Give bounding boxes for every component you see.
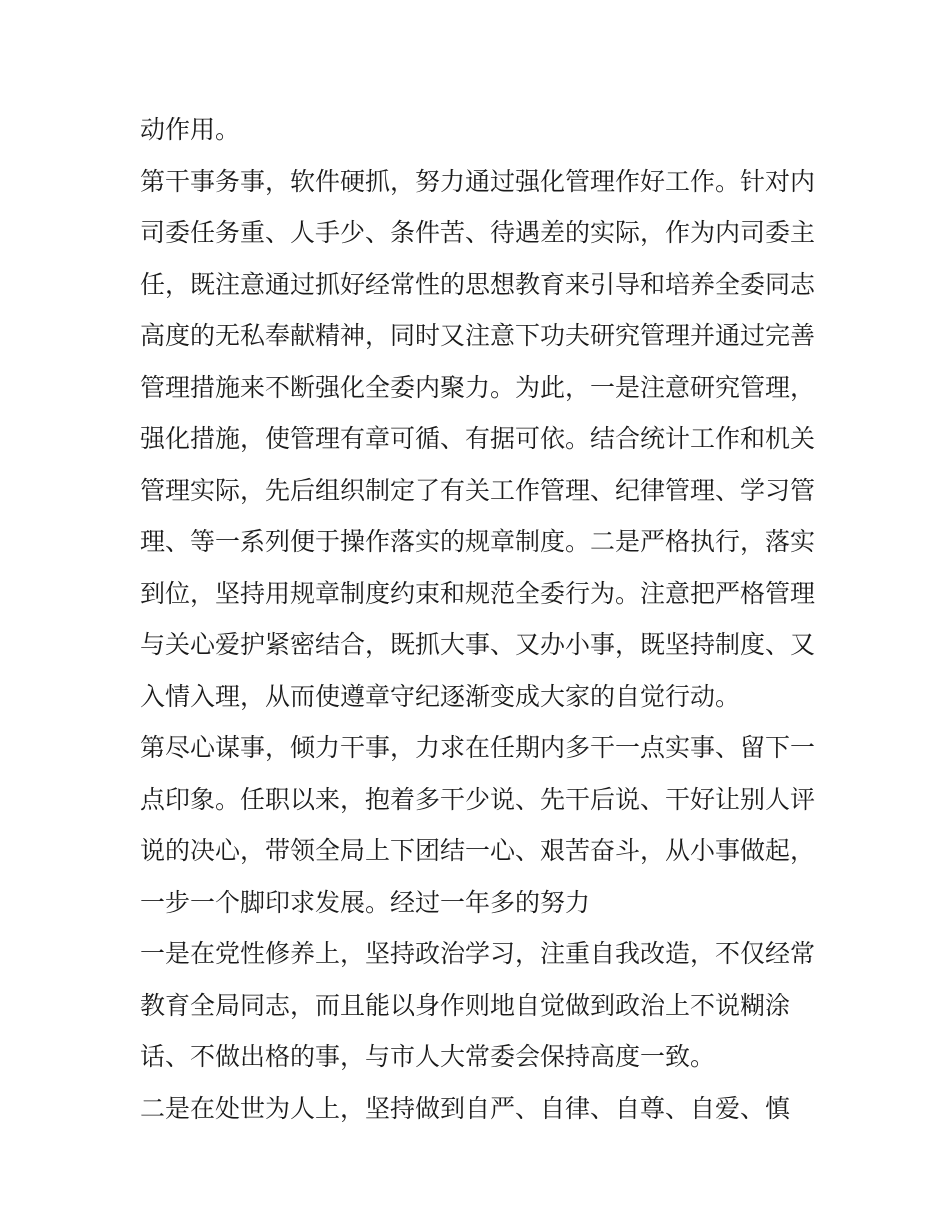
body-text	[140, 104, 840, 1134]
text-line: 管理实际，先后组织制定了有关工作管理、纪律管理、学习管	[140, 475, 816, 505]
text-line: 教育全局同志，而且能以身作则地自觉做到政治上不说糊涂	[140, 990, 791, 1020]
text-line: 入情入理，从而使遵章守纪逐渐变成大家的自觉行动。	[140, 681, 741, 711]
text-line: 一是在党性修养上，坚持政治学习，注重自我改造，不仅经常	[140, 939, 816, 968]
text-line: 高度的无私奉献精神，同时又注意下功夫研究管理并通过完善	[140, 321, 816, 350]
text-line: 点印象。任职以来，抱着多干少说、先干后说、干好让别人评	[140, 784, 816, 814]
text-line: 与关心爱护紧密结合，既抓大事、又办小事，既坚持制度、又	[140, 630, 816, 659]
text-line: 二是在处世为人上，坚持做到自严、自律、自尊、自爱、慎	[140, 1093, 791, 1123]
text-line: 话、不做出格的事，与市人大常委会保持高度一致。	[140, 1042, 716, 1071]
text-line: 动作用。	[140, 115, 241, 144]
text-line: 任，既注意通过抓好经常性的思想教育来引导和培养全委同志	[140, 269, 816, 299]
text-line: 到位，坚持用规章制度约束和规范全委行为。注意把严格管理	[140, 578, 816, 608]
text-line: 司委任务重、人手少、条件苦、待遇差的实际，作为内司委主	[140, 218, 816, 247]
text-line: 理、等一系列便于操作落实的规章制度。二是严格执行，落实	[140, 527, 816, 556]
text-line: 一步一个脚印求发展。经过一年多的努力	[140, 887, 591, 917]
text-line: 第尽心谋事，倾力干事，力求在任期内多干一点实事、留下一	[140, 733, 816, 762]
text-line: 说的决心，带领全局上下团结一心、艰苦奋斗，从小事做起，	[140, 836, 816, 865]
text-line: 管理措施来不断强化全委内聚力。为此，一是注意研究管理，	[140, 372, 816, 402]
text-line: 第干事务事，软件硬抓，努力通过强化管理作好工作。针对内	[140, 166, 816, 196]
text-line: 强化措施，使管理有章可循、有据可依。结合统计工作和机关	[140, 424, 816, 453]
